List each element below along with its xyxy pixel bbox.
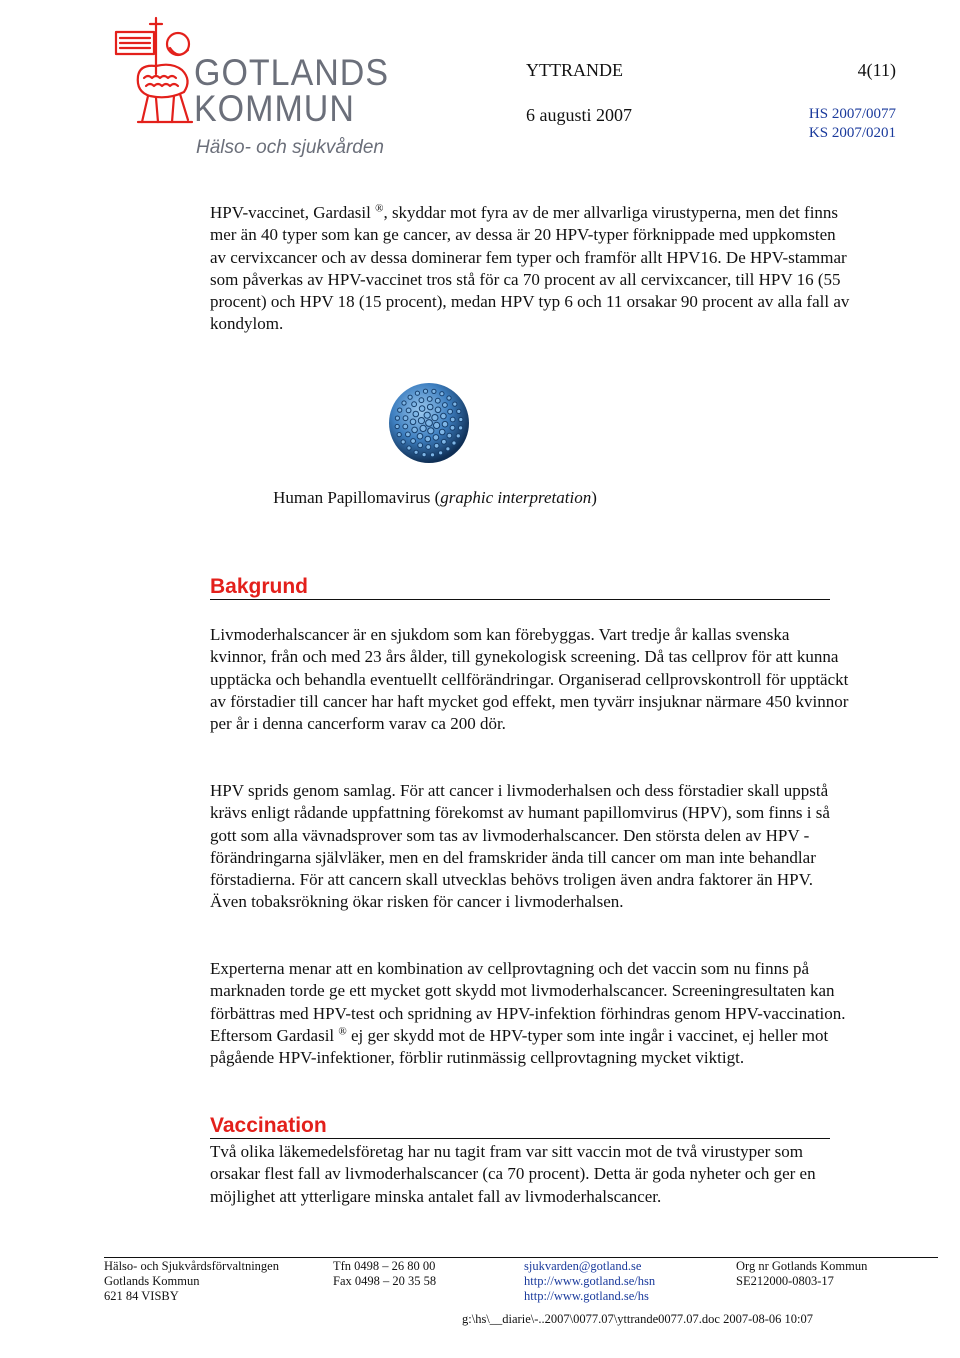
section-heading-bakgrund: Bakgrund: [210, 575, 309, 598]
capsid-bump: [420, 425, 426, 431]
gotlands-kommun-logo: [108, 14, 398, 166]
capsid-bump: [452, 441, 456, 445]
footer-municipality: Gotlands Kommun: [104, 1274, 200, 1288]
capsid-bump: [426, 445, 431, 450]
section-divider-bakgrund: [210, 599, 830, 600]
caption-close: ): [591, 488, 597, 507]
capsid-bump: [401, 440, 405, 444]
capsid-bump: [447, 433, 452, 438]
capsid-bump: [448, 409, 453, 414]
capsid-bump: [459, 426, 463, 430]
capsid-bump: [417, 433, 423, 439]
bakgrund-p3-start: Experterna menar att en kombination av cellprovtagning och det vaccin som nu finns på marknaden torde ge ett mycket gott skydd mot livmoderhalscancer. Screeningresultaten kan förbättras med HPV-test och spridning av HPV-infektion förhindras genom HPV-vaccination. Eftersom Gardasil: [210, 959, 846, 1045]
footer-hsn-link[interactable]: http://www.gotland.se/hsn: [524, 1274, 656, 1288]
capsid-bump: [398, 408, 402, 412]
capsid-bump: [408, 395, 412, 399]
capsid-bump: [441, 413, 447, 419]
caption-italic-text: graphic interpretation: [440, 488, 592, 507]
capsid-bump: [435, 398, 440, 403]
logo-wordmark-line1: GOTLANDS: [194, 52, 390, 94]
page-number: 4(11): [857, 60, 896, 80]
capsid-bump: [415, 391, 419, 395]
capsid-bump: [440, 392, 444, 396]
capsid-bump: [439, 451, 443, 455]
footer-org-id: SE212000-0803-17: [736, 1274, 834, 1288]
logo-wordmark-line2: KOMMUN: [194, 88, 355, 130]
lamb-emblem-icon: [108, 14, 198, 134]
capsid-bump: [414, 450, 418, 454]
footer-contact-links: [524, 1259, 655, 1304]
capsid-bump: [434, 443, 439, 448]
capsid-bump: [424, 412, 430, 418]
section-heading-vaccination: Vaccination: [210, 1114, 327, 1137]
capsid-bump: [412, 427, 418, 433]
capsid-bump: [419, 398, 424, 403]
capsid-bump: [456, 434, 460, 438]
capsid-bump: [443, 403, 448, 408]
capsid-bump: [419, 406, 425, 412]
registered-mark: ®: [338, 1025, 347, 1038]
intro-paragraph: [210, 202, 850, 336]
capsid-bump: [450, 425, 455, 430]
capsid-bump: [439, 429, 445, 435]
capsid-bump: [413, 411, 419, 417]
capsid-bump: [433, 435, 439, 441]
footer-telephone: Tfn 0498 – 26 80 00: [333, 1259, 436, 1273]
capsid-bump: [412, 402, 417, 407]
footer-hs-link[interactable]: http://www.gotland.se/hs: [524, 1289, 649, 1303]
bakgrund-p3-rest: ej ger skydd mot de HPV-typer som inte ingår i vaccinet, ej heller mot pågående HPV-infektioner, förblir rutinmässig cellprovtagning mycket viktigt.: [210, 1025, 829, 1068]
section-divider-vaccination: [210, 1138, 830, 1139]
vaccination-paragraph-1: Två olika läkemedelsföretag har nu tagit fram var sitt vaccin mot de två virustyper som orsakar flest fall av livmoderhalscancer (ca 70 procent). Detta är goda nyheter och ger en möjlighet att ytterligare minska antalet fall av livmoderhalscancer.: [210, 1142, 816, 1206]
capsid-bump: [434, 422, 440, 428]
capsid-bump: [422, 453, 426, 457]
capsid-bump: [442, 421, 448, 427]
capsid-bump: [450, 417, 455, 422]
intro-text-rest: , skyddar mot fyra av de mer allvarliga virustyperna, men det finns mer än 40 typer som kan ge cancer, av dessa är 20 HPV-typer förknippade med uppkomsten av cervixcancer och av dessa dominerar fem typer och framför allt HPV16. De HPV-stammar som påverkas av HPV-vaccinet tros stå för ca 70 procent av all cervixcancer, till HPV 16 (55 procent) och HPV 18 (15 procent), medan HPV typ 6 och 11 orsakar 90 procent av alla fall av kondylom.: [210, 203, 850, 334]
footer-phone: [333, 1259, 436, 1289]
document-date: 6 augusti 2007: [526, 105, 632, 125]
footer-postal-address: 621 84 VISBY: [104, 1289, 179, 1303]
capsid-bump: [403, 424, 408, 429]
footer-file-path: g:\hs\__diarie\-..2007\0077.07\yttrande0077.07.doc 2007-08-06 10:07: [462, 1312, 813, 1326]
figure-caption: [0, 488, 860, 508]
intro-text-start: HPV-vaccinet, Gardasil: [210, 203, 371, 222]
bakgrund-paragraph-1: Livmoderhalscancer är en sjukdom som kan förebyggas. Vart tredje år kallas svenska kvinnor, från och med 23 års ålder, till gynekologisk screening. Då tas cellprov för att kunna upptäcka och behandla eventuellt cellförändringar. Organiserad cellprovskontroll för upptäckt av förstadier till cancer har haft mycket god effekt, men tyvärr insjuknar närmare 450 kvinnor per år i denna cancerform varav ca 200 dör.: [210, 625, 849, 734]
capsid-bump: [447, 396, 451, 400]
capsid-bump: [407, 446, 411, 450]
capsid-bump: [402, 401, 406, 405]
caption-text: Human Papillomavirus (: [273, 488, 441, 507]
capsid-bump: [403, 416, 408, 421]
bakgrund-paragraph-2: HPV sprids genom samlag. För att cancer i livmoderhalsen och dess förstadier skall uppstå krävs enligt rådande uppfattning förekomst av humant papillomvirus (HPV), som finns i så gott som alla vävnadsprover som tas av livmoderhalscancer. Den största delen av HPV -förändringarna självläker, men en del framskrider ända till cancer om man inte behandlar förstadierna. För att cancern skall utvecklas behövs troligen även andra faktorer än HPV. Även tobaksrökning ökar risken för cancer i livmoderhalsen.: [210, 781, 830, 912]
capsid-bump: [425, 436, 431, 442]
capsid-bump: [432, 389, 436, 393]
footer-org-name: Hälso- och Sjukvårdsförvaltningen: [104, 1259, 279, 1273]
capsid-bump: [453, 402, 457, 406]
capsid-bump: [423, 389, 427, 393]
capsid-bump: [459, 417, 463, 421]
capsid-bump: [427, 404, 433, 410]
footer-address: [104, 1259, 279, 1304]
capsid-bump: [395, 424, 399, 428]
capsid-bump: [406, 432, 411, 437]
bakgrund-paragraph-3: [210, 958, 850, 1069]
capsid-bump: [397, 433, 401, 437]
capsid-bump: [406, 408, 411, 413]
capsid-bump: [418, 418, 424, 424]
footer-divider: [104, 1257, 938, 1258]
logo-subtitle: Hälso- och sjukvården: [196, 137, 384, 158]
capsid-bump: [428, 428, 434, 434]
document-type-title: YTTRANDE: [526, 60, 623, 80]
capsid-bump: [411, 439, 416, 444]
capsid-bump: [395, 416, 399, 420]
footer-org-number: [736, 1259, 867, 1289]
footer-fax: Fax 0498 – 20 35 58: [333, 1274, 437, 1288]
capsid-bump: [457, 409, 461, 413]
capsid-bump: [432, 415, 438, 421]
reference-hs: HS 2007/0077: [808, 106, 896, 122]
capsid-bump: [427, 397, 432, 402]
footer-email-link[interactable]: sjukvarden@gotland.se: [524, 1259, 642, 1273]
capsid-bump: [446, 447, 450, 451]
papillomavirus-illustration: [386, 380, 472, 466]
capsid-bump: [418, 443, 423, 448]
registered-mark: ®: [375, 202, 384, 215]
capsid-bump: [410, 419, 416, 425]
capsid-bump: [435, 407, 441, 413]
capsid-bump: [426, 420, 433, 427]
capsid-bump: [430, 453, 434, 457]
reference-ks: KS 2007/0201: [808, 125, 896, 141]
footer-org-label: Org nr Gotlands Kommun: [736, 1259, 868, 1273]
capsid-bump: [442, 439, 447, 444]
